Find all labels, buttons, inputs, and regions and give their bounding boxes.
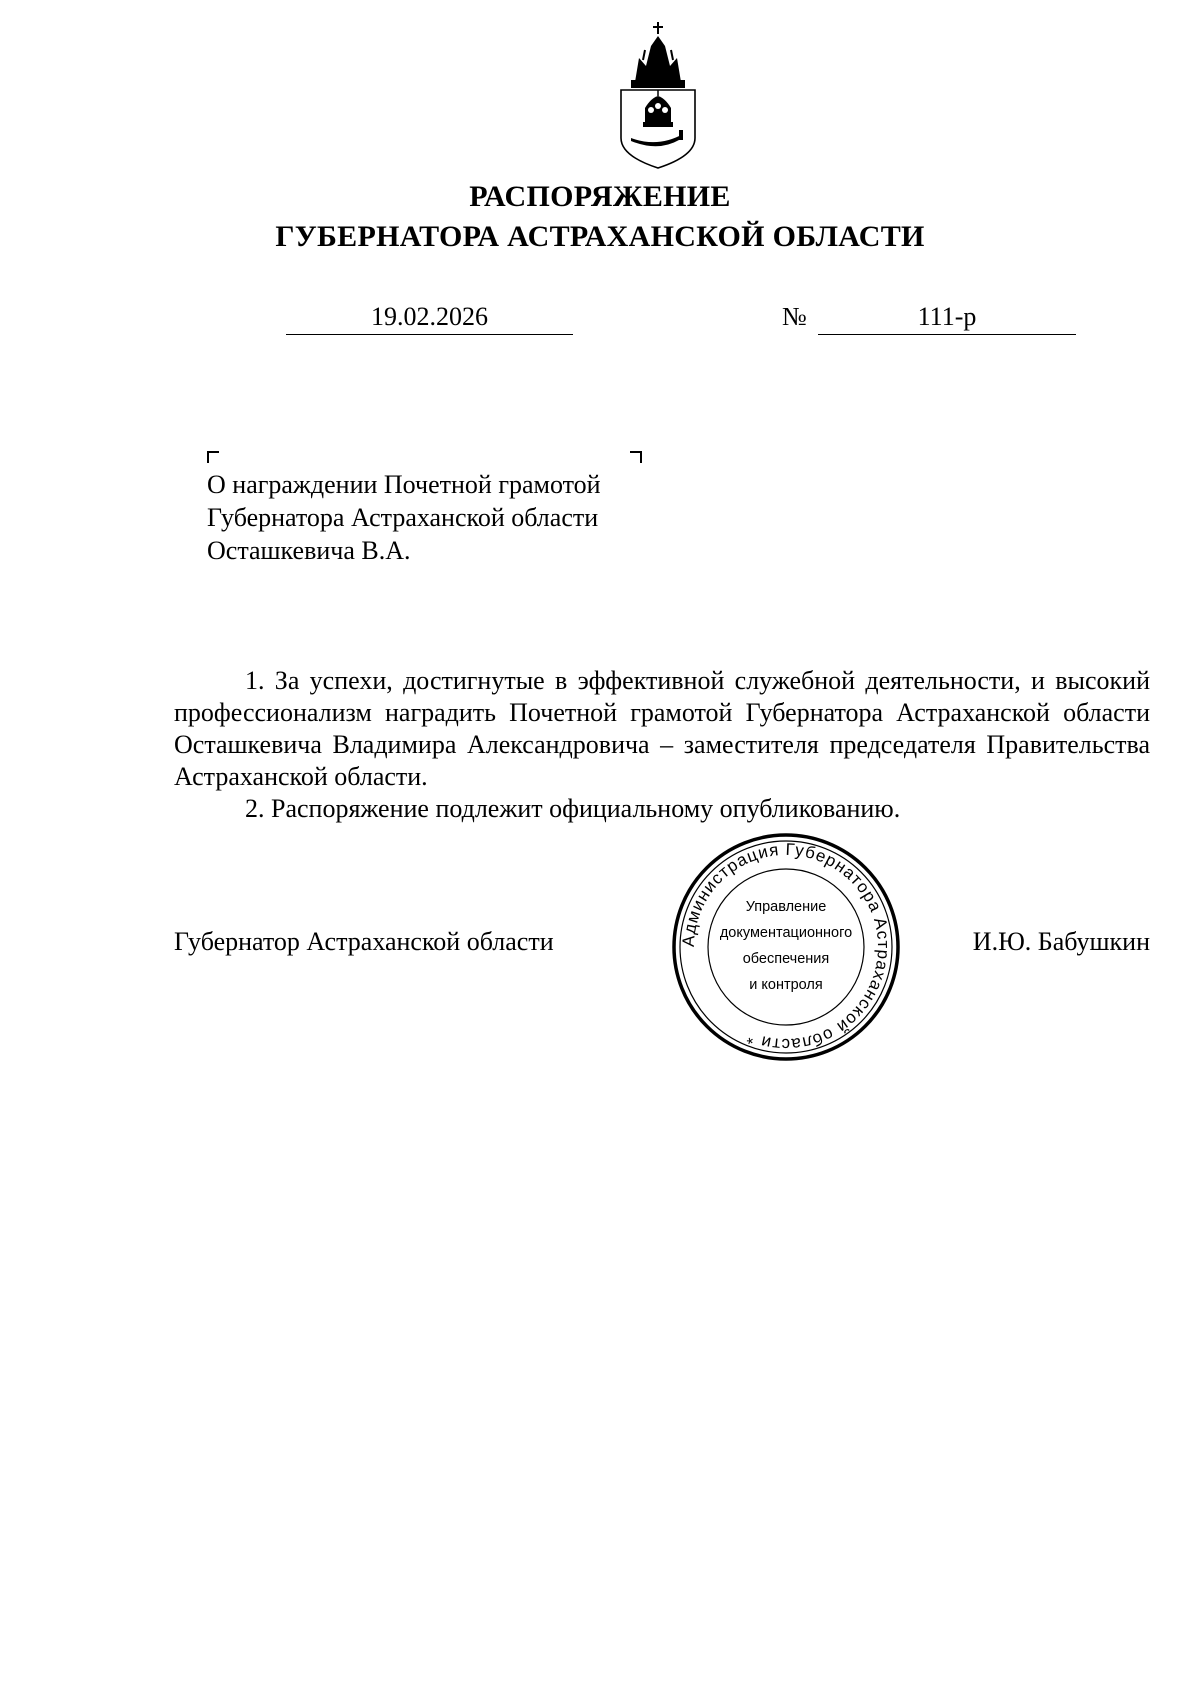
subject-line: Осташкевича В.А.	[207, 536, 411, 565]
corner-bracket-top-right	[630, 451, 642, 463]
seal-ring-text: Администрация Губернатора Астраханской области *	[678, 839, 894, 1055]
body-paragraph: 1. За успехи, достигнутые в эффективной служебной деятельности, и высокий профессионализм наградить Почетной грамотой Губернатора Астраханской области Осташкевича Владимира Александровича – заместителя председателя Правительства Астраханской области.	[174, 666, 1150, 791]
document-subject	[207, 468, 601, 567]
signer-name: И.Ю. Бабушкин	[972, 927, 1150, 956]
document-number: 111-р	[818, 300, 1076, 335]
seal-inner-line: Управление	[745, 899, 827, 915]
seal-inner-line: и контроля	[749, 977, 823, 993]
seal-inner-text	[706, 894, 866, 998]
coat-of-arms-icon	[613, 20, 703, 170]
subject-line: О награждении Почетной грамотой	[207, 470, 601, 499]
corner-bracket-top-left	[207, 451, 219, 463]
subject-line: Губернатора Астраханской области	[207, 503, 599, 532]
body-paragraph: 2. Распоряжение подлежит официальному опубликованию.	[245, 794, 901, 823]
document-type-heading: РАСПОРЯЖЕНИЕ	[469, 180, 731, 213]
document-body	[174, 665, 1150, 825]
number-label: №	[782, 302, 807, 331]
issuer-heading: ГУБЕРНАТОРА АСТРАХАНСКОЙ ОБЛАСТИ	[275, 220, 925, 253]
seal-inner-line: обеспечения	[742, 951, 830, 967]
signer-title: Губернатор Астраханской области	[174, 927, 554, 956]
seal-inner-line: документационного	[719, 925, 853, 941]
document-date: 19.02.2026	[286, 300, 573, 335]
